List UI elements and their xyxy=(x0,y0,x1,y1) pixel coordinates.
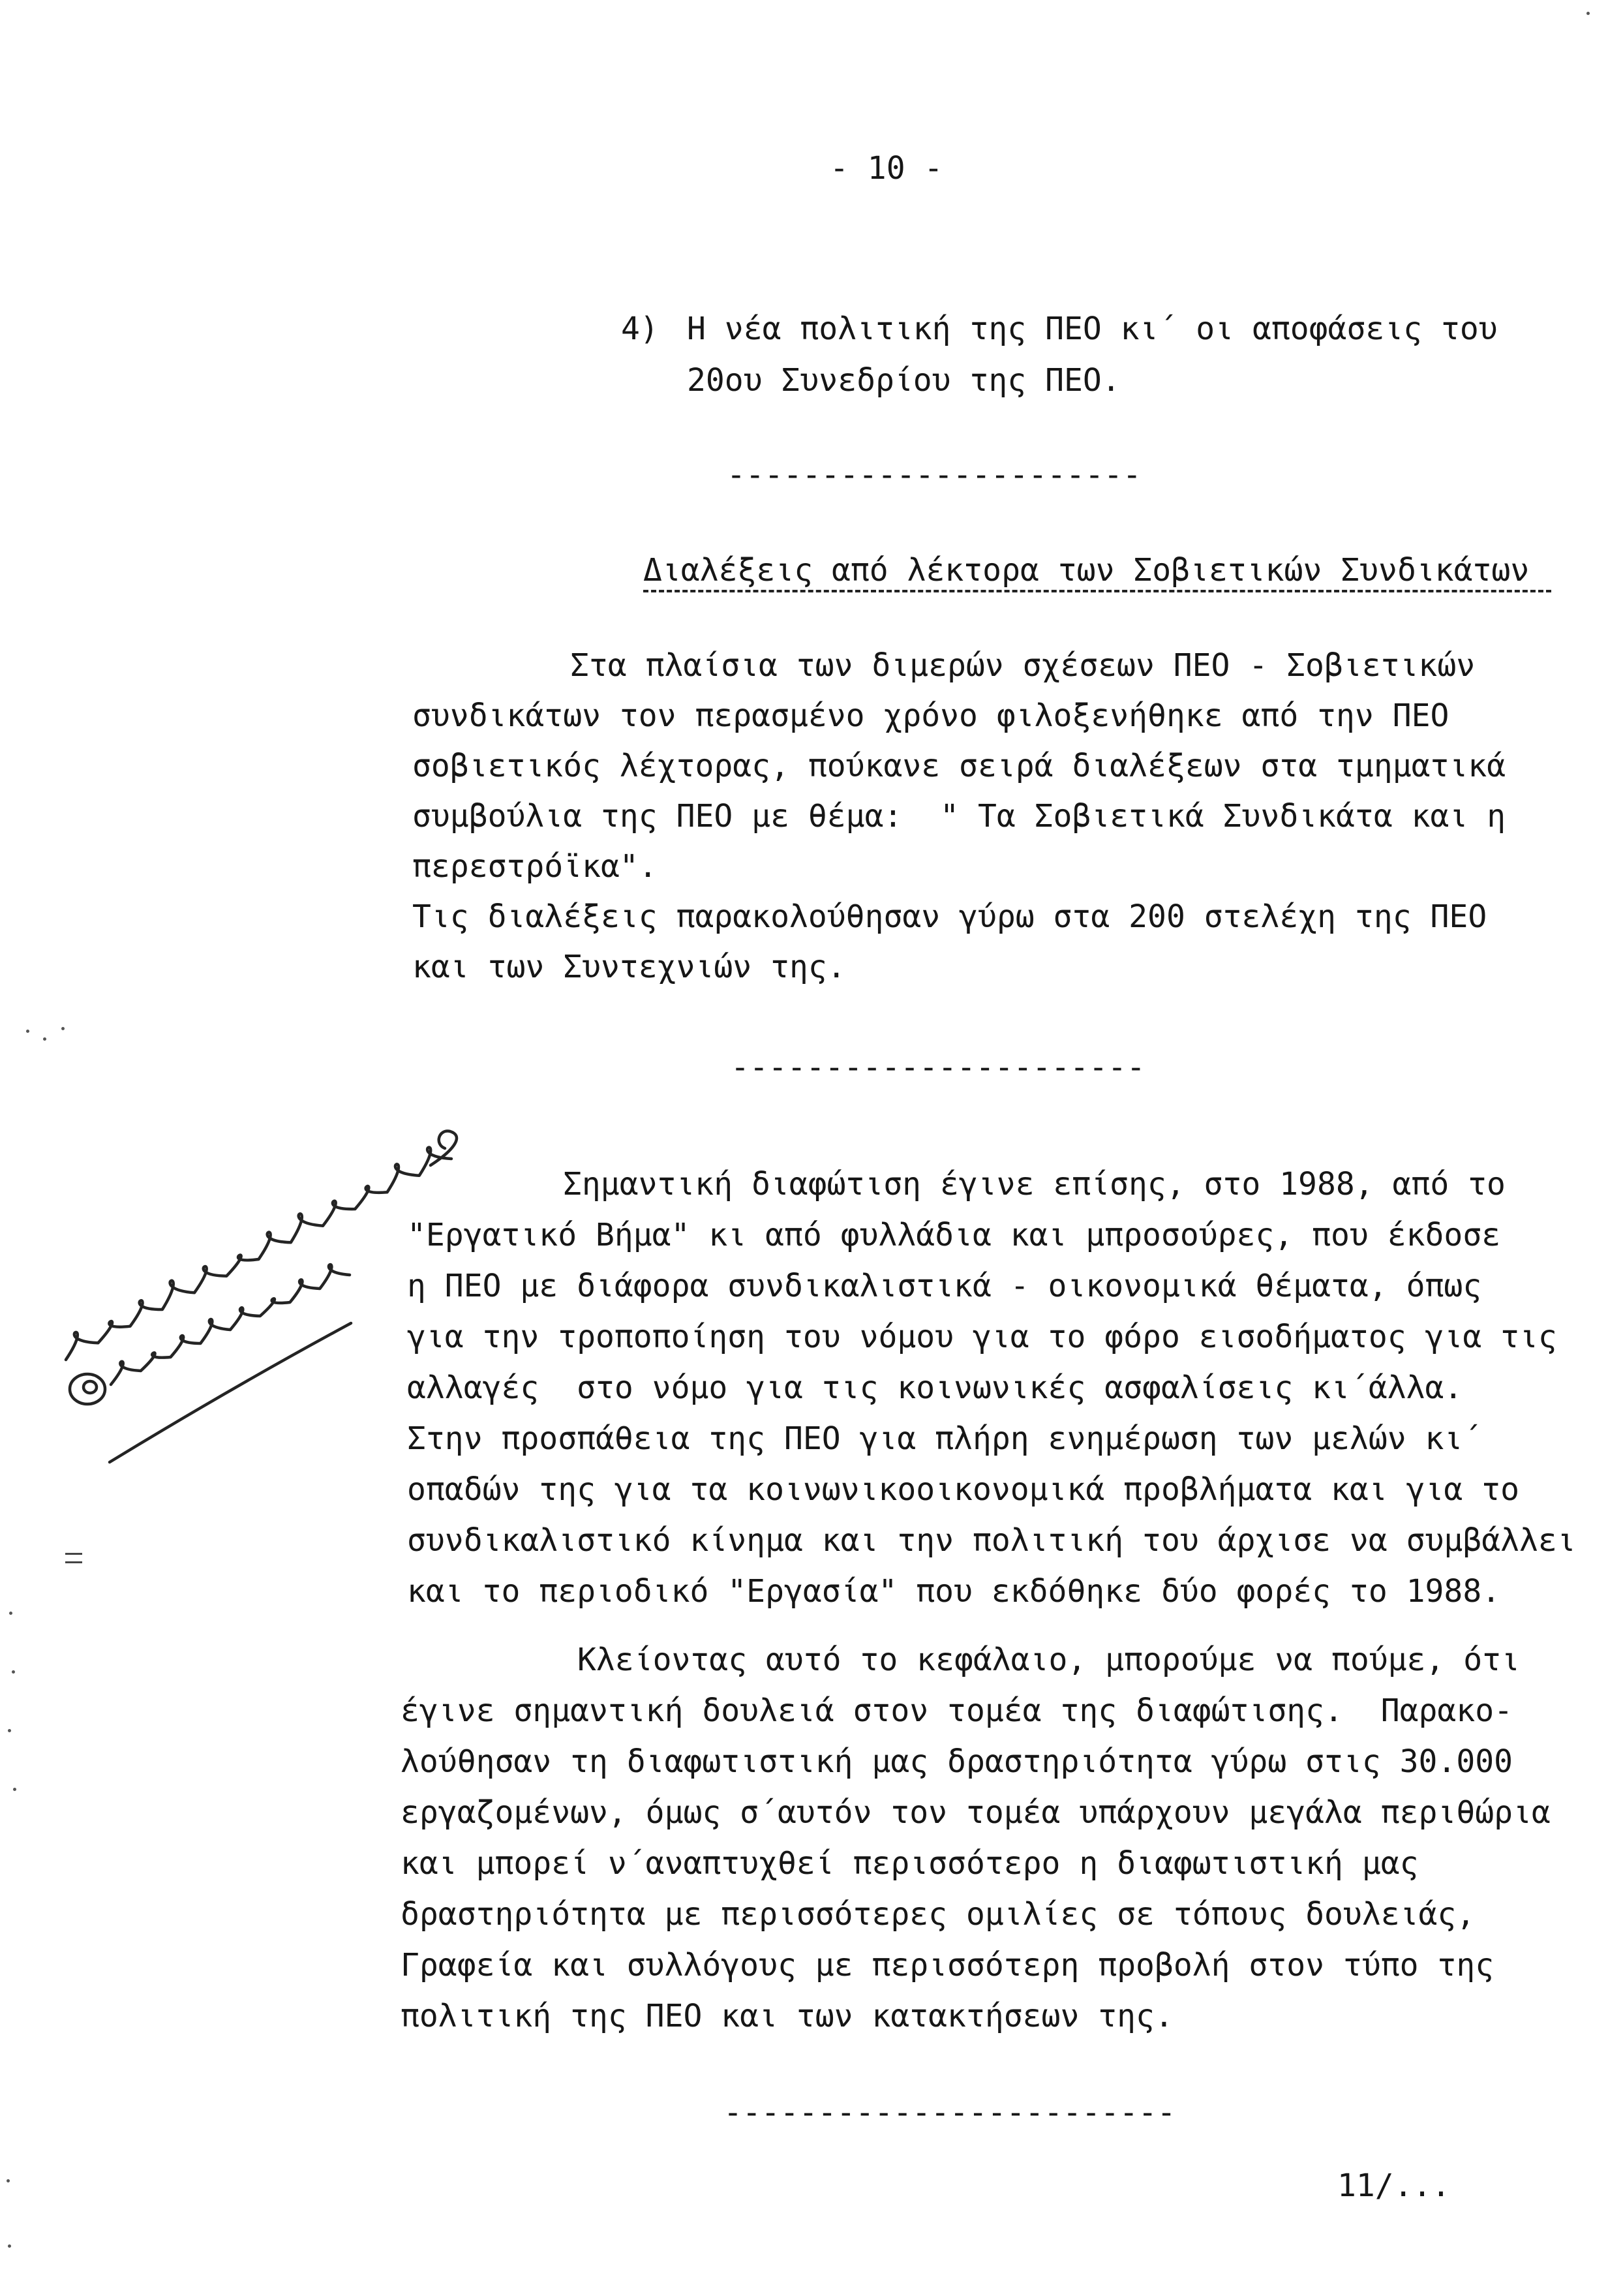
text-line: και των Συντεχνιών της. xyxy=(412,949,846,985)
scan-speck xyxy=(8,2244,11,2248)
text-line: για την τροποποίηση του νόμου για το φόρο εισοδήματος για τις xyxy=(407,1319,1557,1355)
separator: ------------------------ xyxy=(723,2094,1176,2131)
text-line: σοβιετικός λέχτορας, πούκανε σειρά διαλέξεων στα τμηματικά xyxy=(412,748,1506,784)
text-line: Στην προσπάθεια της ΠΕΟ για πλήρη ενημέρωση των μελών κι΄ xyxy=(407,1420,1482,1457)
text-line: οπαδών της για τα κοινωνικοοικονομικά προβλήματα και για το xyxy=(407,1471,1520,1508)
scan-speck xyxy=(7,2179,10,2182)
text-line: περεστρόϊκα". xyxy=(412,848,658,885)
scan-speck xyxy=(8,1729,11,1732)
text-line: "Εργατικό Βήμα" κι από φυλλάδια και μπροσούρες, που έκδοσε xyxy=(407,1217,1501,1253)
text-line: η ΠΕΟ με διάφορα συνδικαλιστικά - οικονομικά θέματα, όπως xyxy=(407,1268,1482,1304)
conclusion-paragraph xyxy=(401,1634,1551,2042)
section-title-line: 20ου Συνεδρίου της ΠΕΟ. xyxy=(687,362,1121,399)
continuation-marker: 11/... xyxy=(1337,2167,1451,2204)
annotation-stroke xyxy=(110,1323,351,1462)
section-number: 4) xyxy=(621,311,659,347)
separator: ---------------------- xyxy=(731,1049,1145,1086)
text-line: πολιτική της ΠΕΟ και των κατακτήσεων της. xyxy=(401,1998,1174,2034)
margin-mark xyxy=(65,1553,82,1563)
scan-speck xyxy=(1586,12,1590,15)
scan-speck xyxy=(43,1037,46,1041)
publications-paragraph xyxy=(407,1159,1576,1617)
annotation-stroke xyxy=(66,1147,451,1360)
text-line: συνδικαλιστικό κίνημα και την πολιτική του άρχισε να συμβάλλει xyxy=(407,1522,1576,1559)
scan-speck xyxy=(26,1030,29,1033)
text-line: δραστηριότητα με περισσότερες ομιλίες σε τόπους δουλειάς, xyxy=(401,1896,1476,1933)
annotation-stroke xyxy=(111,1264,350,1385)
annotation-stroke xyxy=(70,1374,105,1404)
text-line: εργαζομένων, όμως σ΄αυτόν τον τομέα υπάρχουν μεγάλα περιθώρια xyxy=(401,1794,1551,1831)
text-line: Στα πλαίσια των διμερών σχέσεων ΠΕΟ - Σοβιετικών xyxy=(570,647,1476,684)
scan-speck xyxy=(12,1670,15,1674)
lectures-heading: Διαλέξεις από λέκτορα των Σοβιετικών Συνδικάτων xyxy=(643,551,1551,592)
text-line: συμβούλια της ΠΕΟ με θέμα: " Τα Σοβιετικά Συνδικάτα και η xyxy=(412,798,1506,834)
text-line: Τις διαλέξεις παρακολούθησαν γύρω στα 200 στελέχη της ΠΕΟ xyxy=(412,898,1487,935)
text-line: Σημαντική διαφώτιση έγινε επίσης, στο 1988, από το xyxy=(563,1166,1506,1202)
separator: ---------------------- xyxy=(727,457,1142,493)
scan-speck xyxy=(61,1027,65,1030)
annotation-stroke xyxy=(431,1131,457,1165)
scan-speck xyxy=(9,1612,12,1615)
text-line: Γραφεία και συλλόγους με περισσότερη προβολή στον τύπο της xyxy=(401,1947,1494,1983)
text-line: και μπορεί ν΄αναπτυχθεί περισσότερο η διαφωτιστική μας xyxy=(401,1845,1419,1882)
text-line: αλλαγές στο νόμο για τις κοινωνικές ασφαλίσεις κι΄άλλα. xyxy=(407,1370,1463,1406)
text-line: συνδικάτων τον περασμένο χρόνο φιλοξενήθηκε από την ΠΕΟ xyxy=(412,697,1449,734)
text-line: λούθησαν τη διαφωτιστική μας δραστηριότητα γύρω στις 30.000 xyxy=(401,1743,1513,1780)
text-line: έγινε σημαντική δουλειά στον τομέα της διαφώτισης. Παρακο- xyxy=(401,1692,1513,1729)
annotation-stroke xyxy=(83,1381,97,1393)
scan-speck xyxy=(13,1788,16,1791)
page-number: - 10 - xyxy=(830,150,943,187)
section-title-line: Η νέα πολιτική της ΠΕΟ κι΄ οι αποφάσεις του xyxy=(687,311,1498,347)
text-line: Κλείοντας αυτό το κεφάλαιο, μπορούμε να πούμε, ότι xyxy=(577,1642,1520,1678)
text-line: και το περιοδικό "Εργασία" που εκδόθηκε δύο φορές το 1988. xyxy=(407,1573,1501,1610)
lectures-paragraph xyxy=(412,641,1506,992)
handwritten-annotation xyxy=(39,1122,483,1488)
section-title xyxy=(687,303,1498,406)
